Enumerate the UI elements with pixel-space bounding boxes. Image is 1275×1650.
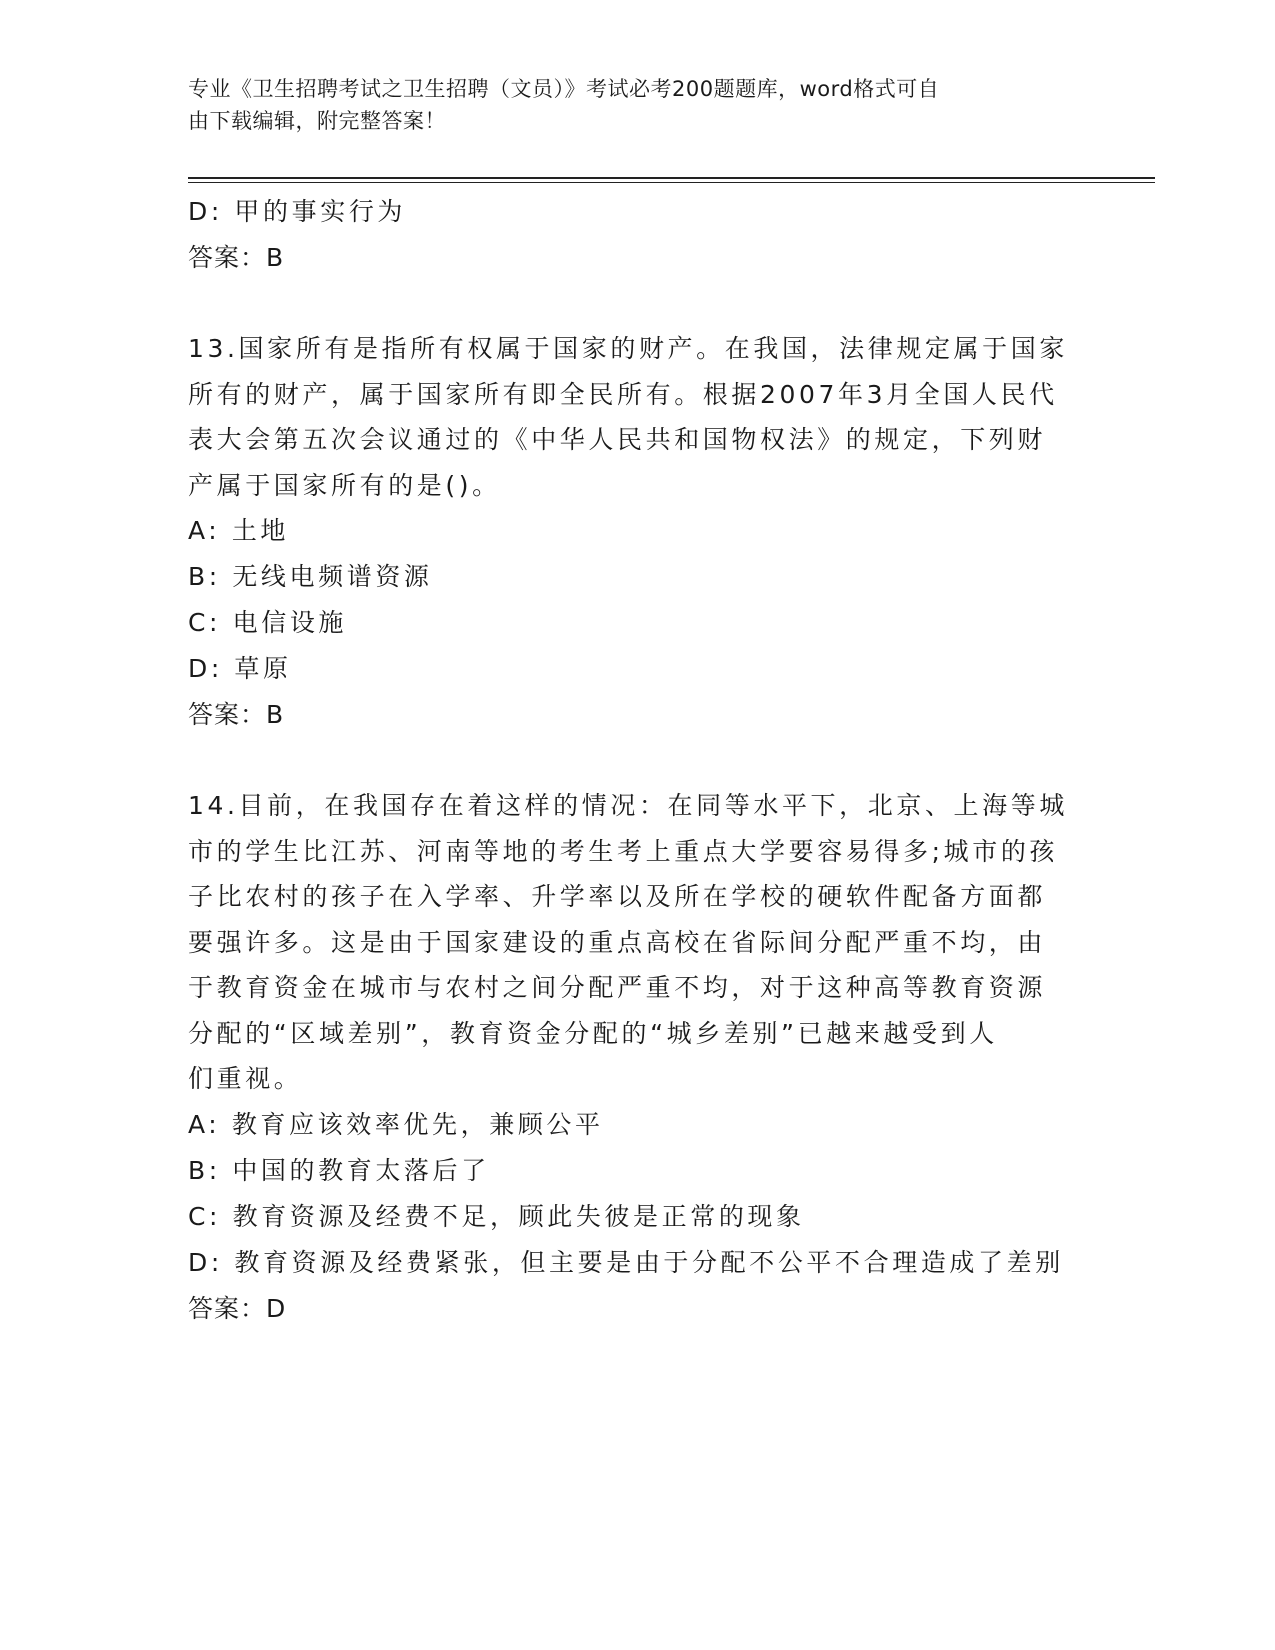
option-c: C: 教育资源及经费不足，顾此失彼是正常的现象 bbox=[188, 1201, 805, 1231]
header-divider-thick bbox=[188, 177, 1155, 179]
stem-line: 们重视。 bbox=[188, 1064, 303, 1093]
page-header bbox=[188, 73, 1068, 137]
answer-line: 答案：D bbox=[188, 1293, 287, 1323]
stem-line: 要强许多。这是由于国家建设的重点高校在省际间分配严重不均，由 bbox=[188, 927, 1047, 957]
option-d: D: 甲的事实行为 bbox=[188, 197, 407, 226]
document-body bbox=[188, 189, 1073, 1332]
option-a: A: 土地 bbox=[188, 516, 290, 545]
header-divider-thin bbox=[188, 182, 1155, 183]
stem-line: 14.目前，在我国存在着这样的情况：在同等水平下，北京、上海等城 bbox=[188, 791, 1068, 820]
stem-line: 13.国家所有是指所有权属于国家的财产。在我国，法律规定属于国家 bbox=[188, 334, 1068, 363]
answer-line: 答案：B bbox=[188, 243, 285, 272]
stem-line: 产属于国家所有的是()。 bbox=[188, 470, 501, 500]
option-d: D: 草原 bbox=[188, 654, 292, 683]
spacer bbox=[188, 281, 1073, 326]
stem-line: 分配的“区域差别”，教育资金分配的“城乡差别”已越来越受到人 bbox=[188, 1018, 998, 1048]
option-c: C: 电信设施 bbox=[188, 608, 348, 637]
question-13 bbox=[188, 326, 1073, 738]
stem-line: 市的学生比江苏、河南等地的考生考上重点大学要容易得多;城市的孩 bbox=[188, 836, 1059, 866]
question-stem bbox=[188, 783, 1073, 1102]
previous-question-tail bbox=[188, 189, 1073, 281]
stem-line: 表大会第五次会议通过的《中华人民共和国物权法》的规定，下列财 bbox=[188, 425, 1047, 454]
question-14 bbox=[188, 783, 1073, 1332]
answer-line: 答案：B bbox=[188, 700, 285, 729]
stem-line: 子比农村的孩子在入学率、升学率以及所在学校的硬软件配备方面都 bbox=[188, 882, 1047, 911]
header-line-2: 由下载编辑，附完整答案！ bbox=[188, 109, 446, 133]
spacer bbox=[188, 738, 1073, 783]
question-stem bbox=[188, 326, 1073, 508]
stem-line: 所有的财产，属于国家所有即全民所有。根据2007年3月全国人民代 bbox=[188, 379, 1058, 409]
stem-line: 于教育资金在城市与农村之间分配严重不均，对于这种高等教育资源 bbox=[188, 973, 1047, 1002]
option-b: B: 无线电频谱资源 bbox=[188, 562, 433, 591]
option-b: B: 中国的教育太落后了 bbox=[188, 1155, 490, 1185]
header-line-1: 专业《卫生招聘考试之卫生招聘（文员）》考试必考200题题库，word格式可自 bbox=[188, 77, 940, 101]
option-d: D: 教育资源及经费紧张，但主要是由于分配不公平不合理造成了差别 bbox=[188, 1247, 1064, 1277]
option-a: A: 教育应该效率优先，兼顾公平 bbox=[188, 1109, 604, 1139]
